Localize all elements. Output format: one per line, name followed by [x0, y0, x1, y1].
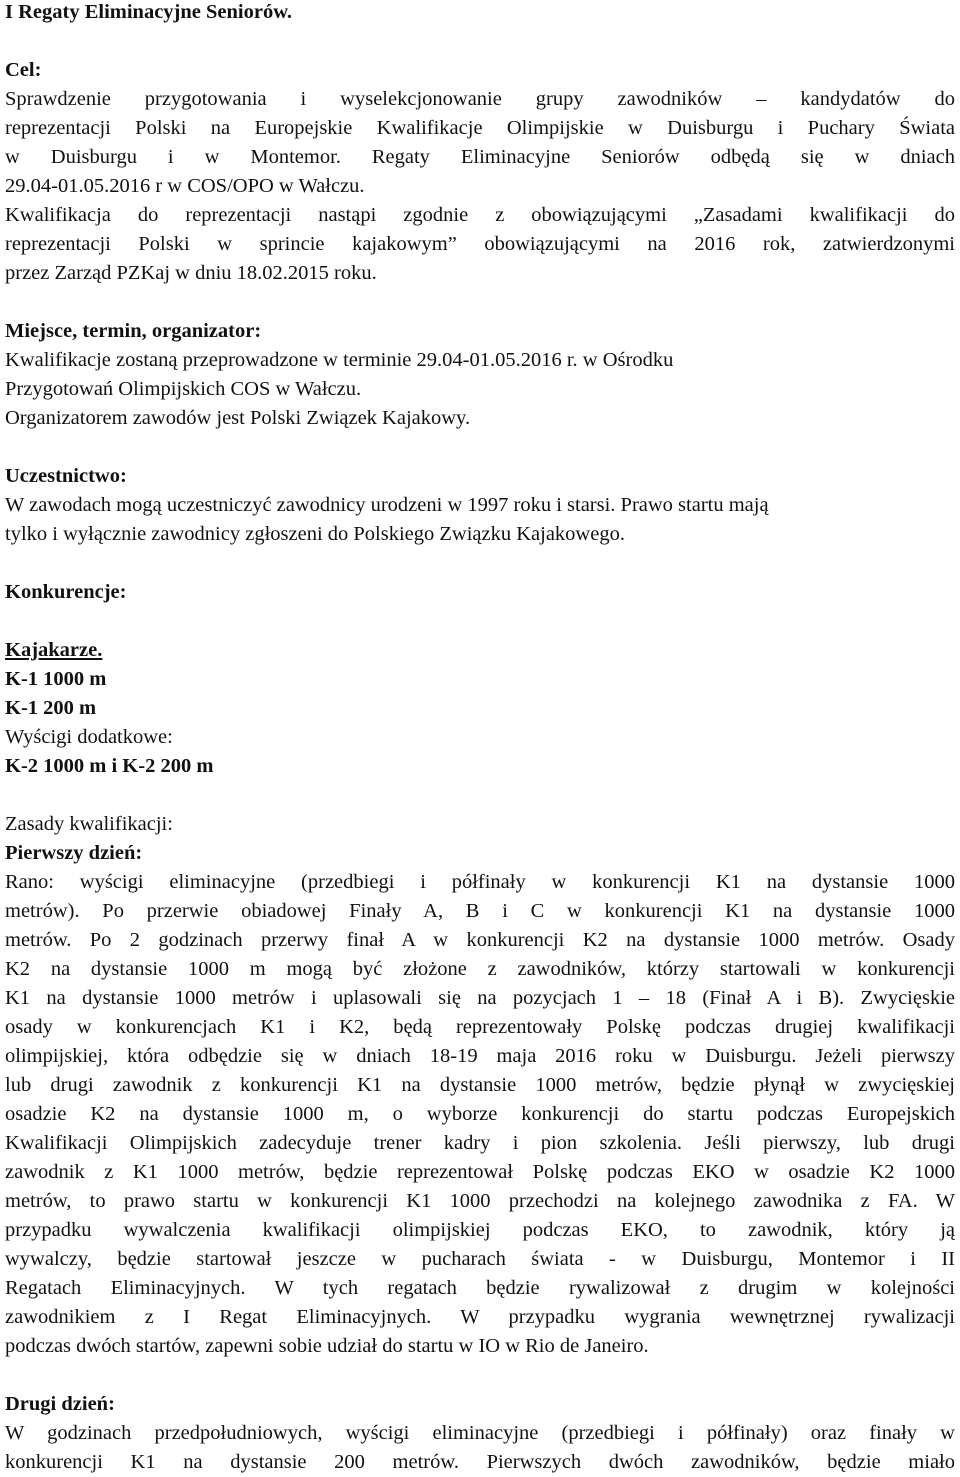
text-line: przypadku wywalczenia kwalifikacji olimpijskiej podczas EKO, to zawodnik, który ją: [5, 1219, 955, 1241]
text-line: reprezentacji Polski na Europejskie Kwalifikacje Olimpijskie w Duisburgu i Puchary Świata: [5, 117, 955, 139]
text-line: Miejsce, termin, organizator:: [5, 320, 262, 342]
text-line: W godzinach przedpołudniowych, wyścigi eliminacyjne (przedbiegi i półfinały) oraz finały w: [5, 1422, 955, 1444]
text-line: konkurencji K1 na dystansie 200 metrów. Pierwszych dwóch zawodników, będzie miało: [5, 1451, 955, 1473]
text-line: Uczestnictwo:: [5, 465, 127, 487]
text-line: lub drugi zawodnik z konkurencji K1 na dystansie 1000 metrów, będzie płynął w zwycięskiej: [5, 1074, 955, 1096]
text-line: metrów. Po 2 godzinach przerwy finał A w konkurencji K2 na dystansie 1000 metrów. Osady: [5, 929, 955, 951]
text-line: Kwalifikacje zostaną przeprowadzone w terminie 29.04-01.05.2016 r. w Ośrodku: [5, 349, 674, 371]
text-line: Zasady kwalifikacji:: [5, 813, 173, 835]
text-line: zawodnikiem z I Regat Eliminacyjnych. W przypadku wygrania wewnętrznej rywalizacji: [5, 1306, 955, 1328]
text-line: przez Zarząd PZKaj w dniu 18.02.2015 roku.: [5, 262, 377, 284]
text-line: Kwalifikacji Olimpijskich zadecyduje trener kadry i pion szkolenia. Jeśli pierwszy, lub drugi: [5, 1132, 955, 1154]
text-line: Organizatorem zawodów jest Polski Związek Kajakowy.: [5, 407, 471, 429]
text-line: Regatach Eliminacyjnych. W tych regatach będzie rywalizował z drugim w kolejności: [5, 1277, 955, 1299]
text-line: K-1 1000 m: [5, 668, 107, 690]
text-line: Drugi dzień:: [5, 1393, 115, 1415]
text-line: K1 na dystansie 1000 metrów i uplasowali się na pozycjach 1 – 18 (Finał A i B). Zwycięskie: [5, 987, 955, 1009]
text-line: K-2 1000 m i K-2 200 m: [5, 755, 214, 777]
text-line: Przygotowań Olimpijskich COS w Wałczu.: [5, 378, 362, 400]
text-line: W zawodach mogą uczestniczyć zawodnicy urodzeni w 1997 roku i starsi. Prawo startu mają: [5, 494, 769, 516]
text-line: K2 na dystansie 1000 m mogą być złożone z zawodników, którzy startowali w konkurencji: [5, 958, 955, 980]
text-line: Rano: wyścigi eliminacyjne (przedbiegi i półfinały w konkurencji K1 na dystansie 1000: [5, 871, 955, 893]
text-line: Wyścigi dodatkowe:: [5, 726, 173, 748]
text-line: K-1 200 m: [5, 697, 97, 719]
text-line: Konkurencje:: [5, 581, 127, 603]
text-line: osadzie K2 na dystansie 1000 m, o wyborze konkurencji do startu podczas Europejskich: [5, 1103, 955, 1125]
text-line: metrów). Po przerwie obiadowej Finały A, B i C w konkurencji K1 na dystansie 1000: [5, 900, 955, 922]
text-line: tylko i wyłącznie zawodnicy zgłoszeni do Polskiego Związku Kajakowego.: [5, 523, 625, 545]
text-line: w Duisburgu i w Montemor. Regaty Eliminacyjne Seniorów odbędą się w dniach: [5, 146, 955, 168]
text-line: osady w konkurencjach K1 i K2, będą reprezentowały Polskę podczas drugiej kwalifikacji: [5, 1016, 955, 1038]
text-line: Sprawdzenie przygotowania i wyselekcjonowanie grupy zawodników – kandydatów do: [5, 88, 955, 110]
text-line: Kwalifikacja do reprezentacji nastąpi zgodnie z obowiązującymi „Zasadami kwalifikacji do: [5, 204, 955, 226]
text-line: Pierwszy dzień:: [5, 842, 143, 864]
text-line: 29.04-01.05.2016 r w COS/OPO w Wałczu.: [5, 175, 365, 197]
text-line: wywalczy, będzie startował jeszcze w pucharach świata - w Duisburgu, Montemor i II: [5, 1248, 955, 1270]
text-line: metrów, to prawo startu w konkurencji K1 1000 przechodzi na kolejnego zawodnika z FA. W: [5, 1190, 955, 1212]
text-line: podczas dwóch startów, zapewni sobie udział do startu w IO w Rio de Janeiro.: [5, 1335, 649, 1357]
text-line: I Regaty Eliminacyjne Seniorów.: [5, 1, 292, 23]
text-line: Cel:: [5, 59, 42, 81]
text-line: Kajakarze.: [5, 639, 103, 661]
text-line: olimpijskiej, która odbędzie się w dniach 18-19 maja 2016 roku w Duisburgu. Jeżeli pierwszy: [5, 1045, 955, 1067]
text-line: zawodnik z K1 1000 metrów, będzie reprezentował Polskę podczas EKO w osadzie K2 1000: [5, 1161, 955, 1183]
text-line: reprezentacji Polski w sprincie kajakowym” obowiązującymi na 2016 rok, zatwierdzonymi: [5, 233, 955, 255]
